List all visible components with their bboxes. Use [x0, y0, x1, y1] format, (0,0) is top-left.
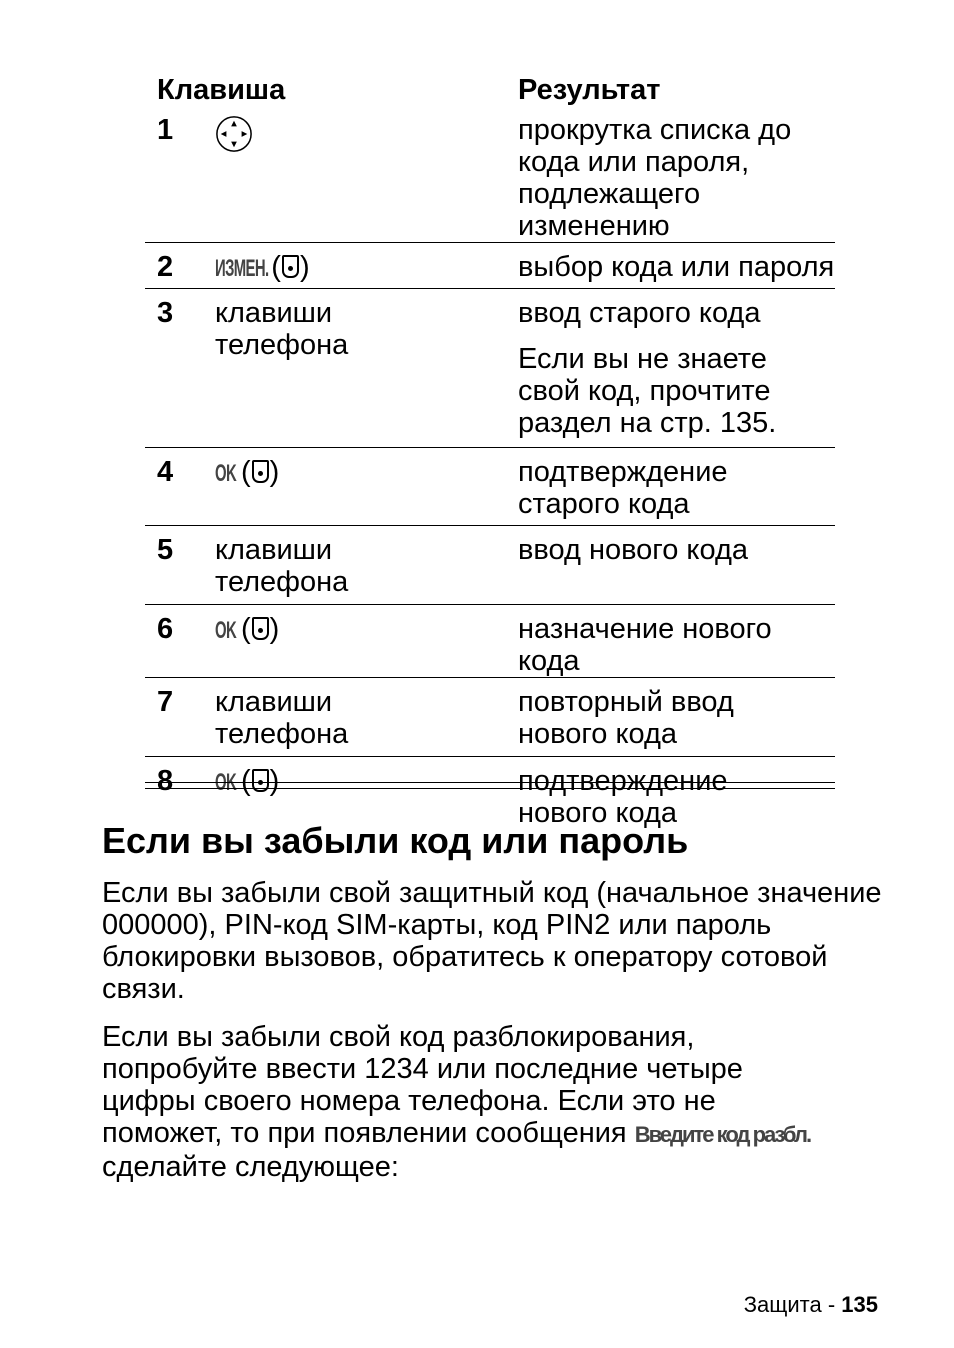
- step-result: подтверждение старого кода: [518, 448, 835, 526]
- paragraph: Если вы забыли свой защитный код (начальное значение 000000), PIN-код SIM-карты, код PIN2 или пароль блокировки вызовов, обратитесь к оператору сотовой связи.: [102, 877, 882, 1005]
- section-title: Если вы забыли код или пароль: [102, 820, 689, 861]
- paragraph-text: сделайте следующее:: [102, 1151, 399, 1183]
- table-row: [145, 289, 835, 448]
- soft-key-icon: [252, 460, 269, 483]
- step-number: 5: [145, 526, 215, 605]
- step-number: 1: [157, 114, 174, 146]
- table-end-rule: [145, 782, 835, 783]
- table-row: [145, 678, 835, 757]
- table-row: 6 OK ( ) назначение нового кода: [145, 605, 835, 678]
- step-result: подтверждение нового кода: [518, 757, 835, 832]
- page-number: 135: [841, 1292, 878, 1317]
- step-number: 2: [145, 243, 215, 289]
- step-result: выбор кода или пароля: [518, 243, 835, 289]
- soft-key-label: OK: [215, 460, 237, 487]
- display-message: Введите код разбл.: [634, 1122, 811, 1147]
- page-footer: [744, 1292, 878, 1318]
- paragraph: [102, 1021, 842, 1183]
- soft-key-label: OK: [215, 617, 237, 644]
- step-number: 7: [145, 678, 215, 757]
- step-number: 6: [145, 605, 215, 678]
- header-result: Результат: [518, 74, 661, 106]
- key-steps-table: [145, 70, 835, 832]
- step-number: 4: [145, 448, 215, 526]
- step-number: 8: [145, 757, 215, 832]
- soft-key-label: ИЗМЕН.: [215, 255, 269, 282]
- table-row: 2 ИЗМЕН.( ) выбор кода или пароля: [145, 243, 835, 289]
- soft-key-label: OK: [215, 769, 237, 796]
- step-key: клавиши телефона: [215, 289, 518, 448]
- nav-key-icon: [215, 115, 253, 153]
- step-key: клавиши телефона: [215, 678, 518, 757]
- table-row: 4 OK ( ) подтверждение старого кода: [145, 448, 835, 526]
- table-end-rule: [145, 788, 835, 789]
- step-result: ввод старого кода: [518, 297, 761, 329]
- header-key: Клавиша: [157, 74, 286, 106]
- table-row: [145, 114, 835, 243]
- step-result: прокрутка списка до кода или пароля, подлежащего изменению: [518, 114, 792, 242]
- step-result: назначение нового кода: [518, 605, 835, 678]
- soft-key-icon: [282, 255, 299, 278]
- paragraph-text: Если вы забыли свой код разблокирования, попробуйте ввести 1234 или последние четыре цифры своего номера телефона. Если это не поможет, то при появлении сообщения: [102, 1021, 743, 1149]
- step-result: ввод нового кода: [518, 526, 835, 605]
- table-row: [145, 526, 835, 605]
- step-number: 3: [145, 289, 215, 448]
- footer-section: Защита -: [743, 1292, 836, 1317]
- step-note: Если вы не знаете свой код, прочтите раздел на стр. 135.: [518, 343, 777, 439]
- step-key: клавиши телефона: [215, 526, 518, 605]
- soft-key-icon: [252, 617, 269, 640]
- step-result: повторный ввод нового кода: [518, 678, 835, 757]
- table-row: 8 OK ( ) подтверждение нового кода: [145, 757, 835, 832]
